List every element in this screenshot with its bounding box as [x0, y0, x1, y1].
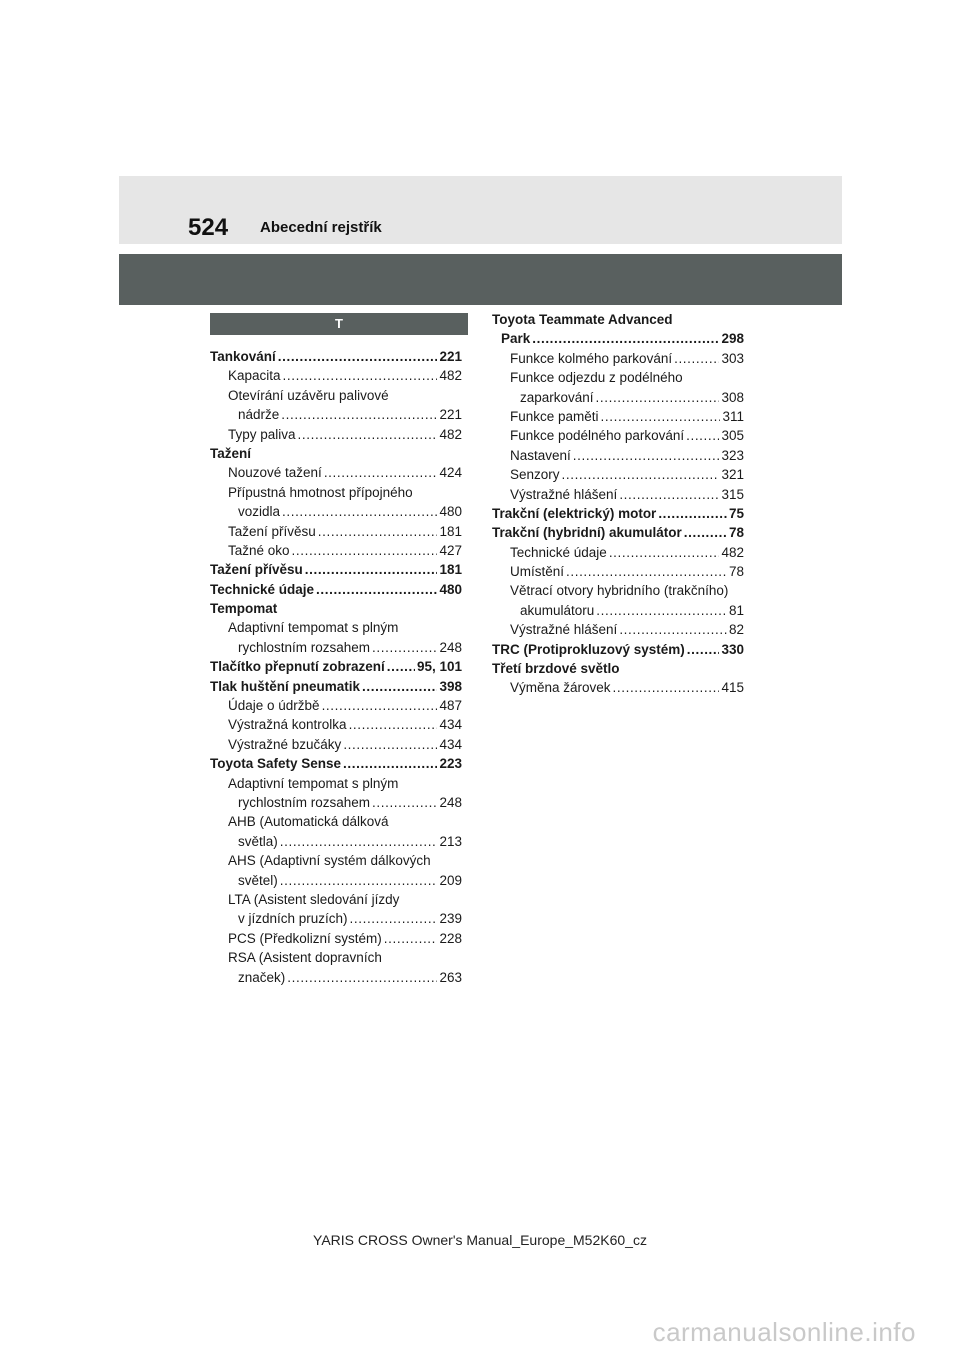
index-entry-page: 95, 101	[416, 659, 462, 675]
leader-dots	[596, 601, 727, 620]
index-entry-page: 427	[439, 542, 462, 558]
leader-dots	[619, 620, 727, 639]
leader-dots	[687, 640, 720, 659]
leader-dots	[280, 871, 438, 890]
index-entry-page: 181	[439, 523, 462, 539]
index-entry-page: 75	[728, 505, 744, 521]
index-entry	[210, 463, 462, 482]
index-entry-text: Tažení přívěsu	[210, 562, 303, 578]
index-entry-text: Nastavení	[510, 447, 571, 463]
index-entry	[210, 715, 462, 734]
index-entry	[492, 446, 744, 465]
index-entry-page: 248	[439, 794, 462, 810]
index-entry-text: Umístění	[510, 564, 565, 580]
watermark: carmanualsonline.info	[652, 1317, 916, 1347]
index-entry-text: Park	[501, 331, 531, 347]
index-entry-text: Kapacita	[228, 368, 281, 384]
index-entry	[492, 407, 744, 426]
index-entry-page: 482	[721, 544, 744, 560]
index-entry-page: 424	[439, 465, 462, 481]
index-entry	[210, 405, 462, 424]
index-entry	[210, 851, 462, 870]
index-entry	[210, 832, 462, 851]
index-entry	[210, 541, 462, 560]
index-entry-page: 434	[439, 717, 462, 733]
index-entry-text: Třetí brzdové světlo	[492, 661, 620, 677]
leader-dots	[613, 678, 720, 697]
index-entry-text: Funkce odjezdu z podélného	[510, 370, 683, 386]
section-band	[119, 254, 842, 305]
index-entry	[492, 465, 744, 484]
leader-dots	[280, 832, 438, 851]
leader-dots	[324, 463, 438, 482]
index-entry	[492, 426, 744, 445]
index-entry	[492, 368, 744, 387]
index-entry	[210, 366, 462, 385]
leader-dots	[283, 366, 438, 385]
index-entry-text: Větrací otvory hybridního (trakčního)	[510, 583, 729, 599]
index-entry-text: Výstražné bzučáky	[228, 736, 342, 752]
index-entry-page: 78	[728, 564, 744, 580]
leader-dots	[573, 446, 720, 465]
index-entry	[210, 735, 462, 754]
leader-dots	[322, 696, 438, 715]
index-entry-text: Výstražná kontrolka	[228, 717, 347, 733]
index-entry-text: AHB (Automatická dálková	[228, 814, 389, 830]
index-entry-page: 323	[721, 447, 744, 463]
index-entry-text: LTA (Asistent sledování jízdy	[228, 891, 400, 907]
leader-dots	[658, 504, 727, 523]
index-entry-page: 298	[721, 331, 744, 347]
leader-dots	[281, 405, 437, 424]
index-entry	[210, 425, 462, 444]
index-entry-text: Tažné oko	[228, 542, 290, 558]
index-entry-page: 315	[721, 486, 744, 502]
leader-dots	[292, 541, 438, 560]
index-entry	[210, 599, 462, 618]
index-entry-page: 221	[439, 407, 462, 423]
index-entry-page: 82	[728, 622, 744, 638]
index-entry-text: Výměna žárovek	[510, 680, 611, 696]
index-entry	[210, 347, 462, 366]
index-column-left	[210, 347, 462, 987]
index-entry-text: RSA (Asistent dopravních	[228, 950, 382, 966]
index-entry-text: Tankování	[210, 349, 276, 364]
leader-dots	[566, 562, 727, 581]
index-entry-text: Trakční (hybridní) akumulátor	[492, 525, 682, 541]
index-entry-text: světel)	[238, 872, 278, 888]
index-entry-page: 482	[439, 368, 462, 384]
index-entry-page: 303	[721, 350, 744, 366]
leader-dots	[349, 715, 438, 734]
index-entry	[210, 638, 462, 657]
index-entry-page: 305	[721, 428, 744, 444]
leader-dots	[350, 909, 438, 928]
index-entry	[210, 522, 462, 541]
index-entry	[492, 620, 744, 639]
index-entry	[210, 948, 462, 967]
index-entry-text: Funkce podélného parkování	[510, 428, 685, 444]
index-entry	[210, 657, 462, 676]
index-entry	[210, 677, 462, 696]
leader-dots	[362, 677, 437, 696]
index-entry-text: Tažení přívěsu	[228, 523, 316, 539]
index-entry-text: Tlačítko přepnutí zobrazení	[210, 659, 385, 675]
leader-dots	[343, 754, 437, 773]
index-entry-text: Adaptivní tempomat s plným	[228, 775, 399, 791]
index-entry-text: Toyota Teammate Advanced	[492, 312, 673, 327]
index-entry-text: rychlostním rozsahem	[238, 794, 371, 810]
leader-dots	[619, 485, 719, 504]
index-entry	[210, 774, 462, 793]
index-entry	[492, 329, 744, 348]
index-entry-page: 81	[728, 602, 744, 618]
index-entry-text: Technické údaje	[510, 544, 607, 560]
page-number: 524	[188, 214, 229, 241]
index-entry-text: Výstražné hlášení	[510, 486, 618, 502]
leader-dots	[387, 657, 415, 676]
index-entry-text: Adaptivní tempomat s plným	[228, 620, 399, 636]
index-entry	[492, 523, 744, 542]
index-entry-text: světla)	[238, 833, 278, 849]
index-entry-page: 482	[439, 426, 462, 442]
leader-dots	[372, 638, 437, 657]
index-entry	[210, 812, 462, 831]
index-entry	[210, 483, 462, 502]
index-entry-page: 415	[721, 680, 744, 696]
index-entry-text: vozidla	[238, 504, 281, 520]
index-entry-page: 239	[439, 911, 462, 927]
index-entry-text: akumulátoru	[520, 602, 595, 618]
index-entry	[210, 890, 462, 909]
index-entry-text: značek)	[238, 969, 286, 985]
section-title: Abecední rejstřík	[260, 219, 382, 236]
index-entry-page: 311	[722, 408, 744, 424]
leader-dots	[343, 735, 437, 754]
index-entry	[210, 754, 462, 773]
leader-dots	[316, 580, 437, 599]
index-entry	[210, 502, 462, 521]
index-entry-page: 181	[439, 562, 462, 578]
index-entry-text: Technické údaje	[210, 581, 315, 597]
leader-dots	[532, 329, 719, 348]
index-entry-text: PCS (Předkolizní systém)	[228, 930, 382, 946]
index-entry	[492, 349, 744, 368]
index-entry-text: TRC (Protiprokluzový systém)	[492, 641, 685, 657]
leader-dots	[287, 968, 437, 987]
index-entry	[210, 696, 462, 715]
index-entry-text: Tažení	[210, 445, 252, 461]
index-entry-text: Toyota Safety Sense	[210, 756, 342, 772]
leader-dots	[282, 502, 437, 521]
index-entry-text: zaparkování	[520, 389, 594, 405]
index-entry-page: 78	[728, 525, 744, 541]
index-entry-text: Trakční (elektrický) motor	[492, 505, 657, 521]
index-entry	[492, 678, 744, 697]
index-entry-text: Výstražné hlášení	[510, 622, 618, 638]
index-entry-text: nádrže	[238, 407, 280, 423]
leader-dots	[318, 522, 438, 541]
index-entry-page: 434	[439, 736, 462, 752]
footer-text: YARIS CROSS Owner's Manual_Europe_M52K60_cz	[313, 1232, 647, 1248]
index-entry-text: AHS (Adaptivní systém dálkových	[228, 853, 431, 869]
index-entry-page: 209	[439, 872, 462, 888]
index-entry	[492, 485, 744, 504]
index-entry-text: Funkce kolmého parkování	[510, 350, 673, 366]
index-entry	[492, 504, 744, 523]
leader-dots	[298, 425, 438, 444]
index-entry-text: Funkce paměti	[510, 408, 599, 424]
index-entry-page: 480	[439, 581, 462, 597]
index-entry-text: Tlak huštění pneumatik	[210, 678, 361, 694]
index-letter-heading: T	[210, 313, 468, 335]
index-entry-page: 223	[439, 756, 462, 772]
index-entry-page: 321	[721, 467, 744, 483]
index-column-right	[492, 310, 744, 698]
leader-dots	[372, 793, 437, 812]
index-entry-page: 228	[439, 930, 462, 946]
index-entry-text: Typy paliva	[228, 426, 296, 442]
index-entry-page: 330	[721, 641, 744, 657]
index-entry	[492, 659, 744, 678]
index-entry-text: Otevírání uzávěru palivové	[228, 387, 389, 403]
index-entry	[210, 871, 462, 890]
leader-dots	[278, 347, 438, 366]
leader-dots	[596, 388, 720, 407]
index-entry-text: v jízdních pruzích)	[238, 911, 348, 927]
index-entry-text: Tempomat	[210, 601, 278, 617]
leader-dots	[674, 349, 719, 368]
index-entry-text: Senzory	[510, 467, 560, 483]
leader-dots	[609, 543, 720, 562]
leader-dots	[305, 560, 438, 579]
leader-dots	[384, 929, 438, 948]
index-entry	[492, 388, 744, 407]
leader-dots	[562, 465, 720, 484]
index-entry	[210, 560, 462, 579]
index-entry-text: Nouzové tažení	[228, 465, 322, 481]
index-entry-page: 480	[439, 504, 462, 520]
index-entry-page: 221	[439, 349, 462, 364]
index-entry	[492, 310, 744, 329]
index-entry	[210, 929, 462, 948]
index-entry	[210, 386, 462, 405]
index-entry-page: 398	[439, 678, 462, 694]
index-entry	[210, 793, 462, 812]
index-entry	[210, 444, 462, 463]
index-entry	[492, 562, 744, 581]
index-entry-page: 263	[439, 969, 462, 985]
index-entry	[210, 580, 462, 599]
leader-dots	[686, 426, 719, 445]
index-entry-page: 308	[721, 389, 744, 405]
index-entry	[492, 581, 744, 600]
index-entry	[492, 640, 744, 659]
index-entry	[492, 543, 744, 562]
leader-dots	[684, 523, 727, 542]
index-entry-page: 213	[439, 833, 462, 849]
index-entry	[492, 601, 744, 620]
index-entry	[210, 618, 462, 637]
index-entry-text: rychlostním rozsahem	[238, 639, 371, 655]
index-entry-page: 248	[439, 639, 462, 655]
index-entry-text: Přípustná hmotnost přípojného	[228, 484, 413, 500]
leader-dots	[601, 407, 721, 426]
index-entry	[210, 909, 462, 928]
index-entry	[210, 968, 462, 987]
index-entry-page: 487	[439, 698, 462, 714]
index-entry-text: Údaje o údržbě	[228, 698, 320, 714]
